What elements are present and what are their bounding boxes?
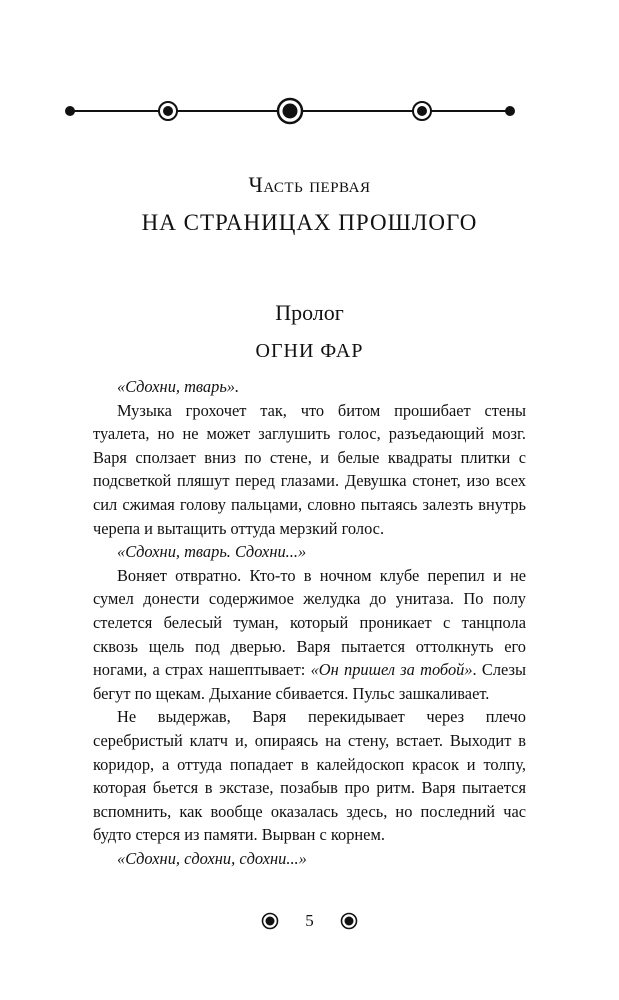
italic-voice-line: «Сдохни, сдохни, сдохни...» (117, 848, 307, 868)
page-number: 5 (305, 911, 314, 930)
part-title: НА СТРАНИЦАХ ПРОШЛОГО (141, 210, 478, 235)
body-text (93, 375, 526, 870)
dotted-line-ornament-icon (60, 93, 520, 129)
paragraph-1 (93, 375, 526, 399)
chapter-title: ОГНИ ФАР (255, 340, 364, 362)
italic-voice-line: «Сдохни, тварь. Сдохни...» (117, 542, 307, 562)
page-folio (0, 908, 619, 934)
bullet-circle-icon (340, 912, 358, 930)
paragraph-4 (93, 564, 526, 706)
paragraph-3 (93, 540, 526, 564)
italic-inline-quote: «Он пришел за тобой» (310, 660, 473, 680)
paragraph-2: Музыка грохочет так, что битом прошибает стены туалета, но не может заглушить голос, разъедающий мозг. Варя сползает вниз по стене, и белые квадраты плитки с подсветкой пляшут перед глазами. Девушка стонет, изо всех сил сжимая голову пальцами, словно пытаясь залезть внутрь черепа и вытащить оттуда мерзкий голос. (93, 400, 526, 538)
chapter-label: Пролог (275, 300, 344, 325)
part-heading (0, 170, 619, 240)
part-label: Часть первая (248, 172, 371, 197)
chapter-heading (0, 298, 619, 366)
paragraph-4-text-b: . Слезы бегут по щекам. Дыхание сбивается. Пульс зашкаливает. (93, 660, 526, 703)
paragraph-4-text-a: Воняет отвратно. Кто-то в ночном клубе перепил и не сумел донести содержимое желудка до унитаза. По полу стелется белесый туман, который проникает с танцпола сквозь щель под дверью. Варя пытается оттолкнуть его ногами, а страх нашептывает: (93, 565, 526, 680)
bullet-circle-icon (261, 912, 279, 930)
paragraph-6 (93, 847, 526, 871)
italic-voice-line: «Сдохни, тварь». (117, 377, 240, 396)
paragraph-5: Не выдержав, Варя перекидывает через плечо серебристый клатч и, опираясь на стену, встает. Выходит в коридор, а оттуда попадает в калейдоскоп красок и толпу, которая бьется в экстазе, позабыв про ритм. Варя пытается вспомнить, как вообще оказалась здесь, но последний час будто стерся из памяти. Вырван с корнем. (93, 707, 526, 845)
